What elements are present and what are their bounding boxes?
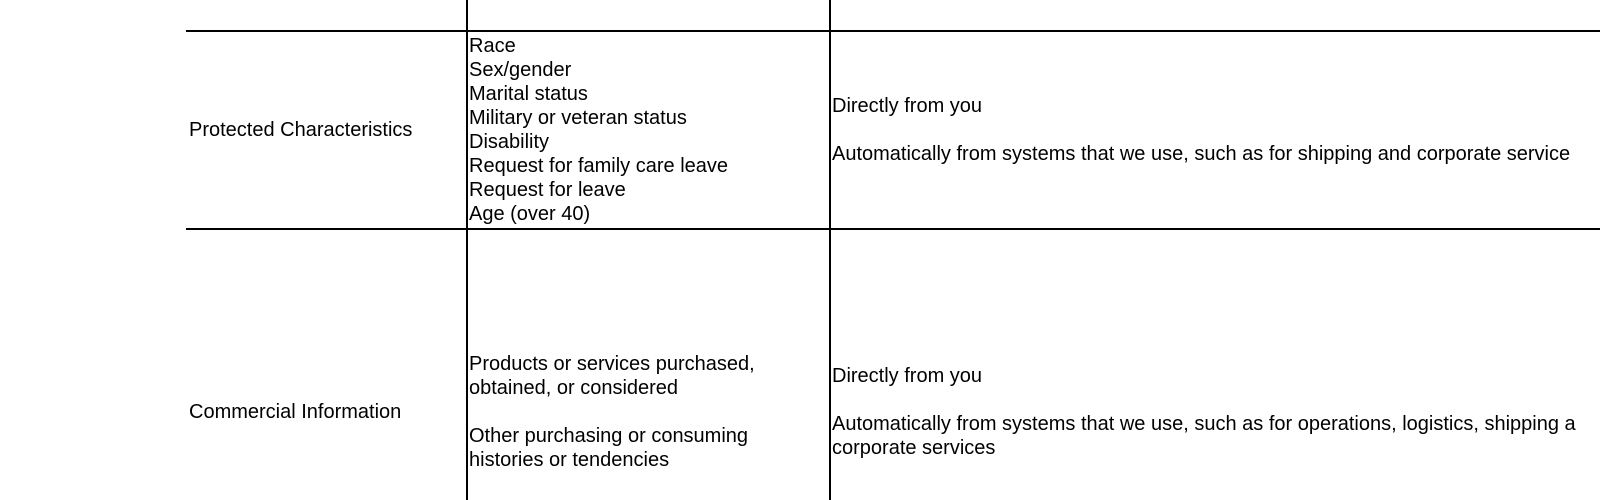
source-item: Directly from you <box>832 365 983 387</box>
column-divider <box>829 0 831 500</box>
category-cell: Commercial Information <box>189 401 402 423</box>
example-item: Sex/gender <box>469 59 572 81</box>
row-divider <box>186 228 1600 230</box>
example-item: obtained, or considered <box>469 377 679 399</box>
example-item: histories or tendencies <box>469 449 670 471</box>
example-item: Other purchasing or consuming <box>469 425 749 447</box>
spacer <box>469 400 755 424</box>
source-item: corporate services <box>832 437 996 459</box>
source-item: Automatically from systems that we use, such as for shipping and corporate service <box>832 143 1571 165</box>
sources-cell <box>832 94 1570 166</box>
row-divider <box>186 30 1600 32</box>
examples-cell <box>469 34 728 226</box>
example-item: Race <box>469 35 516 57</box>
source-item: Directly from you <box>832 95 983 117</box>
example-item: Disability <box>469 131 550 153</box>
examples-cell <box>469 352 755 472</box>
spacer <box>832 118 1570 142</box>
spacer <box>832 388 1576 412</box>
sources-cell <box>832 364 1576 460</box>
example-item: Request for leave <box>469 179 626 201</box>
column-divider <box>466 0 468 500</box>
example-item: Marital status <box>469 83 588 105</box>
example-item: Military or veteran status <box>469 107 687 129</box>
source-item: Automatically from systems that we use, such as for operations, logistics, shipping a <box>832 413 1576 435</box>
category-cell: Protected Characteristics <box>189 119 413 141</box>
example-item: Age (over 40) <box>469 203 591 225</box>
example-item: Request for family care leave <box>469 155 729 177</box>
example-item: Products or services purchased, <box>469 353 755 375</box>
